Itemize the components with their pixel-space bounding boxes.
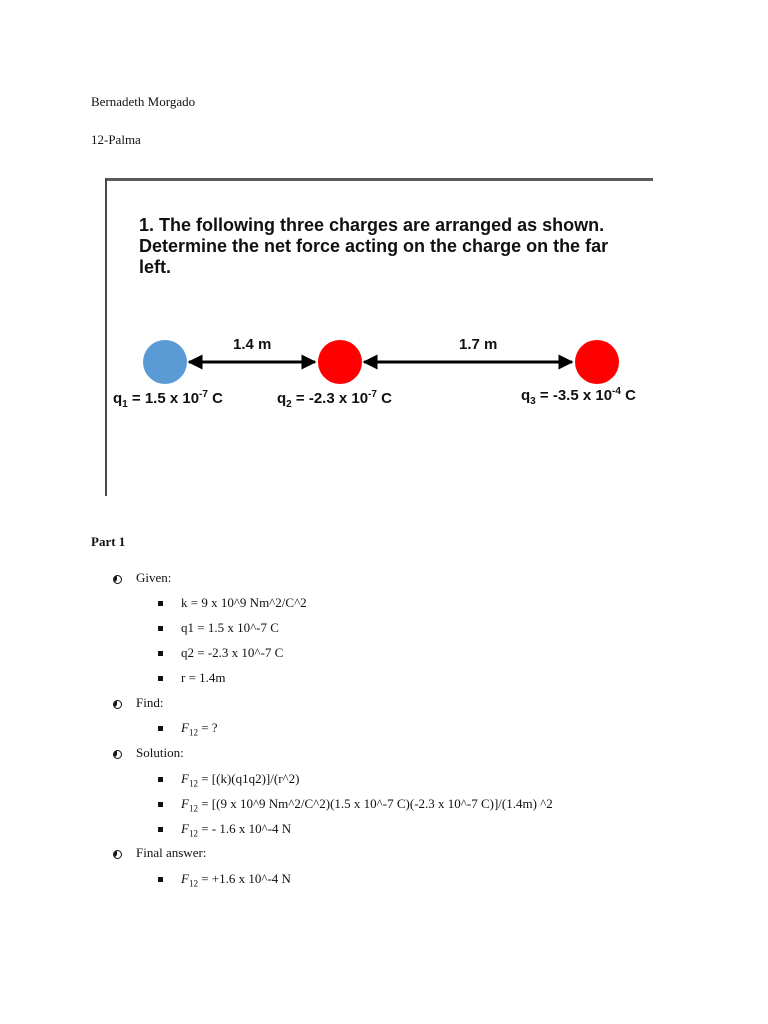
- square-bullet-icon: [158, 877, 163, 882]
- q3-label: $q_3 = -3.5$ x $10^{-4}$ C: [521, 386, 636, 407]
- solution-item: $F_{12}$ = - 1.6 x 10^-4 N: [181, 821, 292, 839]
- problem-figure: [105, 178, 653, 496]
- given-item: k = 9 x 10^9 Nm^2/C^2: [181, 595, 307, 610]
- circle-bullet-icon: [113, 700, 122, 709]
- solution-heading: Solution:: [136, 745, 184, 760]
- square-bullet-icon: [158, 802, 163, 807]
- find-item: $F_{12}$ = ?: [181, 720, 218, 738]
- problem-statement: 1. The following three charges are arranged as shown. Determine the net force acting on the charge on the far left.: [139, 215, 609, 277]
- given-item: q2 = -2.3 x 10^-7 C: [181, 645, 284, 660]
- circle-bullet-icon: [113, 850, 122, 859]
- charges-diagram: [105, 178, 653, 496]
- given-item: r = 1.4m: [181, 670, 226, 685]
- q1-label: $q_1 = 1.5$ x $10^{-7}$ C: [113, 389, 223, 410]
- square-bullet-icon: [158, 601, 163, 606]
- square-bullet-icon: [158, 777, 163, 782]
- circle-bullet-icon: [113, 575, 122, 584]
- solution-item: $F_{12} = [(9$ x 10^9 Nm^2/C^2)(1.5 x 10^-7 C)(-2.3 x 10^-7 C)]/(1.4m) ^2: [181, 796, 553, 814]
- find-heading: Find:: [136, 695, 164, 710]
- student-section: 12-Palma: [91, 132, 141, 147]
- square-bullet-icon: [158, 676, 163, 681]
- final-answer-item: $F_{12} = +1.6$ x 10^-4 N: [181, 871, 291, 889]
- student-name: Bernadeth Morgado: [91, 94, 196, 109]
- circle-bullet-icon: [113, 750, 122, 759]
- given-item: q1 = 1.5 x 10^-7 C: [181, 620, 279, 635]
- solution-item: $F_{12}$ = [(k)(q1q2)]/(r^2): [181, 771, 300, 789]
- square-bullet-icon: [158, 827, 163, 832]
- square-bullet-icon: [158, 651, 163, 656]
- square-bullet-icon: [158, 626, 163, 631]
- charge-q3: [575, 340, 619, 384]
- charge-q1: [143, 340, 187, 384]
- given-heading: Given:: [136, 570, 172, 585]
- distance-label-2: 1.7 m: [459, 336, 498, 353]
- distance-label-1: 1.4 m: [233, 336, 272, 353]
- charge-q2: [318, 340, 362, 384]
- final-answer-heading: Final answer:: [136, 845, 207, 860]
- part-title: Part 1: [91, 534, 126, 549]
- square-bullet-icon: [158, 726, 163, 731]
- q2-label: $q_2 = -2.3$ x $10^{-7}$ C: [277, 389, 392, 410]
